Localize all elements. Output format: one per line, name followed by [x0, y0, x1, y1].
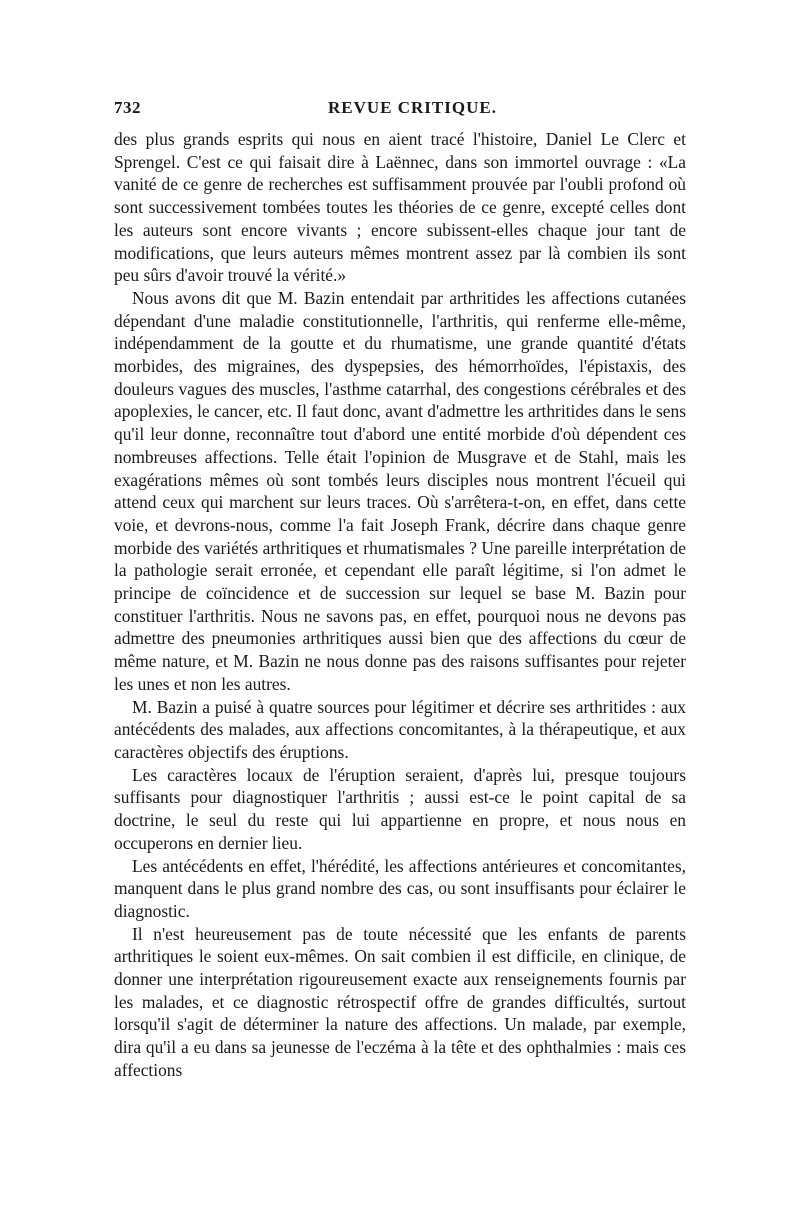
body-text — [114, 128, 686, 1082]
paragraph-arthritides: Nous avons dit que M. Bazin entendait par arthritides les affections cutanées dépendant d'une maladie constitutionnelle, l'arthritis, qui renferme elle-même, indépendamment de la goutte et du rhumatisme, une grande quantité d'états morbides, des migraines, des dyspepsies, des hémorrhoïdes, l'épistaxis, des douleurs vagues des muscles, l'asthme catarrhal, des congestions cérébrales et des apoplexies, le cancer, etc. Il faut donc, avant d'admettre les arthritides dans le sens qu'il leur donne, reconnaître tout d'abord une entité morbide d'où dépendent ces nombreuses affections. Telle était l'opinion de Musgrave et de Stahl, mais les exagérations mêmes où sont tombés leurs disciples nous montrent l'écueil qui attend ceux qui marchent sur leurs traces. Où s'arrêtera-t-on, en effet, dans cette voie, et devrons-nous, comme l'a fait Joseph Frank, décrire dans chaque genre morbide des variétés arthritiques et rhumatismales ? Une pareille interprétation de la pathologie serait erronée, et cependant elle paraît légitime, si l'on admet le principe de coïncidence et de succession sur lequel se base M. Bazin pour constituer l'arthritis. Nous ne savons pas, en effet, pourquoi nous ne devons pas admettre des pneumonies arthritiques aussi bien que des affections du cœur de même nature, et M. Bazin ne nous donne pas des raisons suffisantes pour rejeter les unes et non les autres. — [114, 287, 686, 694]
book-page — [114, 98, 686, 1082]
running-title: REVUE CRITIQUE. — [328, 98, 497, 117]
paragraph-continuation: des plus grands esprits qui nous en aient tracé l'histoire, Daniel Le Clerc et Sprengel. C'est ce qui faisait dire à Laënnec, dans son immortel ouvrage : «La vanité de ce genre de recherches est suffisamment prouvée par l'oubli profond où sont successivement tombées toutes les théories de ce genre, excepté celles dont les auteurs sont encore vivants ; encore subissent-elles chaque jour tant de modifications, que leurs auteurs mêmes montrent assez par là combien ils sont peu sûrs d'avoir trouvé la vérité.» — [114, 129, 686, 286]
paragraph-antecedents: Les antécédents en effet, l'hérédité, les affections antérieures et concomitantes, manquent dans le plus grand nombre des cas, ou sont insuffisants pour éclairer le diagnostic. — [114, 855, 686, 921]
page-number: 732 — [114, 98, 141, 117]
paragraph-sources: M. Bazin a puisé à quatre sources pour légitimer et décrire ses arthritides : aux antécédents des malades, aux affections concomitantes, à la thérapeutique, et aux caractères objectifs des éruptions. — [114, 696, 686, 762]
paragraph-caracteres-locaux: Les caractères locaux de l'éruption seraient, d'après lui, presque toujours suffisants pour diagnostiquer l'arthritis ; aussi est-ce le point capital de sa doctrine, le seul du reste qui lui appartienne en propre, et nous nous en occuperons en dernier lieu. — [114, 764, 686, 853]
running-head — [114, 98, 686, 124]
paragraph-heredite: Il n'est heureusement pas de toute nécessité que les enfants de parents arthritiques le soient eux-mêmes. On sait combien il est difficile, en clinique, de donner une interprétation rigoureusement exacte aux renseignements fournis par les malades, et ce diagnostic rétrospectif offre de grandes difficultés, surtout lorsqu'il s'agit de déterminer la nature des affections. Un malade, par exemple, dira qu'il a eu dans sa jeunesse de l'eczéma à la tête et des ophthalmies : mais ces affections — [114, 923, 686, 1080]
